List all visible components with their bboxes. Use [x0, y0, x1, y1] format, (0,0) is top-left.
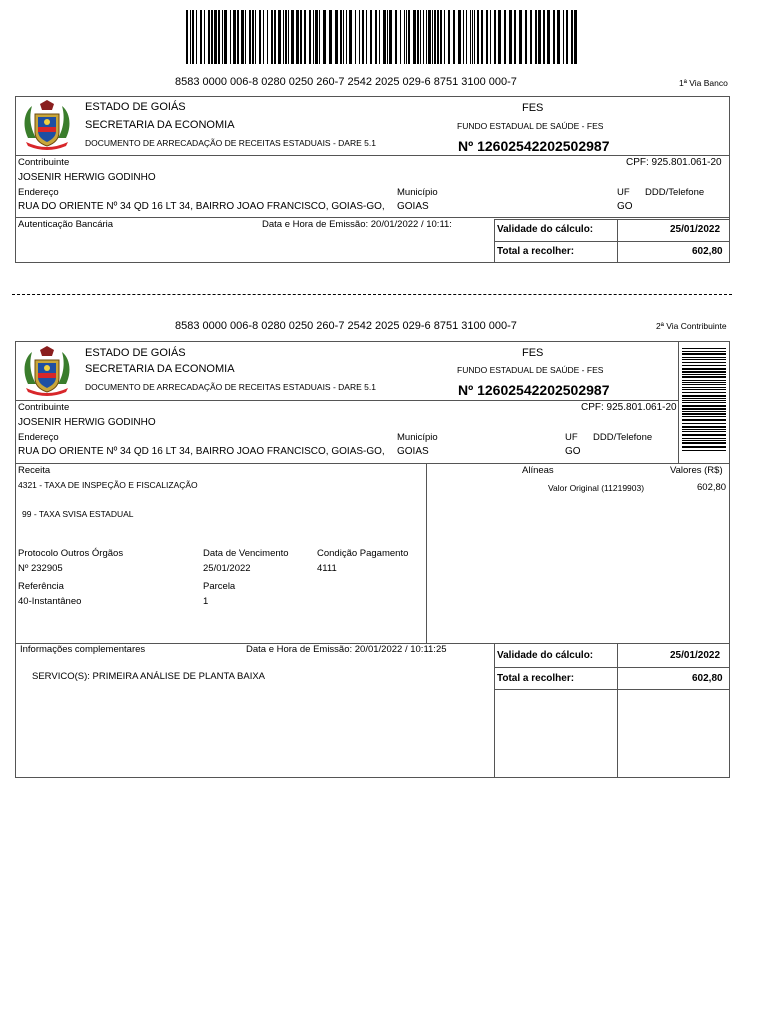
- barcode-bar: [682, 408, 726, 410]
- barcode-bar: [682, 405, 726, 407]
- barcode-bar: [366, 10, 367, 64]
- info-complementares-label: Informações complementares: [20, 644, 146, 655]
- fundo-sigla: FES: [522, 347, 544, 359]
- barcode-bar: [494, 10, 496, 64]
- barcode-bar: [682, 365, 726, 366]
- municipio-value: GOIAS: [397, 446, 429, 457]
- municipio-label: Município: [397, 432, 438, 443]
- dare-document-title: DOCUMENTO DE ARRECADAÇÃO DE RECEITAS ESTADUAIS - DARE 5.1: [85, 138, 376, 148]
- barcode-bar: [553, 10, 555, 64]
- barcode-bar: [218, 10, 220, 64]
- divider: [494, 643, 495, 778]
- contribuinte-label: Contribuinte: [18, 402, 70, 413]
- condicao-value: 4111: [317, 563, 337, 574]
- validade-value-via1: 25/01/2022: [670, 224, 721, 235]
- barcode-bar: [682, 426, 726, 428]
- barcode-bar: [466, 10, 467, 64]
- barcode-bar: [453, 10, 455, 64]
- barcode-bar: [682, 446, 726, 448]
- goias-coat-of-arms-icon: [20, 344, 74, 398]
- barcode-bar: [237, 10, 239, 64]
- barcode-bar: [514, 10, 516, 64]
- barcode-bar: [423, 10, 424, 64]
- total-label-via2: Total a recolher:: [497, 673, 575, 684]
- via-banco-label: 1ª Via Banco: [679, 78, 728, 88]
- barcode-bar: [682, 384, 726, 385]
- contribuinte-nome: JOSENIR HERWIG GODINHO: [18, 172, 156, 183]
- barcode-bar: [682, 389, 726, 390]
- barcode-bar: [538, 10, 541, 64]
- barcode-bar: [383, 10, 386, 64]
- validade-label-via1: Validade do cálculo:: [497, 224, 594, 235]
- barcode-bar: [682, 368, 726, 370]
- secretaria-title: SECRETARIA DA ECONOMIA: [85, 119, 235, 131]
- barcode-bar: [574, 10, 577, 64]
- validade-label-via2: Validade do cálculo:: [497, 650, 594, 661]
- barcode-bar: [682, 416, 726, 417]
- ddd-label: DDD/Telefone: [645, 187, 705, 198]
- barcode-bar: [389, 10, 392, 64]
- barcode-bar: [682, 438, 726, 439]
- estado-title: ESTADO DE GOIÁS: [85, 101, 186, 113]
- barcode-bar: [682, 402, 726, 403]
- barcode-bar: [682, 434, 726, 436]
- barcode-bar: [682, 353, 726, 355]
- vencimento-value: 25/01/2022: [203, 563, 251, 574]
- barcode-bar: [300, 10, 302, 64]
- municipio-label: Município: [397, 187, 438, 198]
- barcode-bar: [682, 395, 726, 397]
- barcode-bar: [241, 10, 244, 64]
- barcode-bar: [432, 10, 433, 64]
- barcode-bar: [519, 10, 522, 64]
- barcode-bar: [566, 10, 568, 64]
- divider: [494, 689, 730, 690]
- cpf-value: CPF: 925.801.061-20: [581, 402, 677, 413]
- barcode-bar: [463, 10, 464, 64]
- total-value-via2: 602,80: [692, 673, 723, 684]
- barcode-bar: [379, 10, 380, 64]
- barcode-bar: [404, 10, 405, 64]
- divider: [617, 643, 618, 778]
- fundo-sigla: FES: [522, 102, 544, 114]
- barcode-bar: [682, 431, 726, 432]
- uf-value: GO: [617, 201, 633, 212]
- barcode-bar: [252, 10, 254, 64]
- barcode-bar: [288, 10, 289, 64]
- barcode-bar: [343, 10, 344, 64]
- endereco-label: Endereço: [18, 432, 59, 443]
- barcode-bar: [274, 10, 276, 64]
- barcode-bar: [224, 10, 227, 64]
- barcode-bar: [682, 413, 726, 415]
- cpf-value: CPF: 925.801.061-20: [626, 157, 722, 168]
- uf-label: UF: [565, 432, 578, 443]
- barcode-bar: [448, 10, 450, 64]
- barcode-bar: [192, 10, 194, 64]
- barcode-bar: [259, 10, 261, 64]
- endereco-value: RUA DO ORIENTE Nº 34 QD 16 LT 34, BAIRRO JOAO FRANCISCO, GOIAS-GO,: [18, 201, 385, 212]
- barcode-bar: [682, 419, 726, 421]
- barcode-bar: [329, 10, 332, 64]
- barcode-bar: [543, 10, 545, 64]
- barcode-bar: [426, 10, 427, 64]
- barcode-bar: [222, 10, 223, 64]
- barcode-bar: [370, 10, 372, 64]
- uf-value: GO: [565, 446, 581, 457]
- barcode-bar: [682, 429, 726, 430]
- barcode-bar: [196, 10, 197, 64]
- barcode-bar: [486, 10, 488, 64]
- barcode-bar: [547, 10, 550, 64]
- dare-document-title: DOCUMENTO DE ARRECADAÇÃO DE RECEITAS ESTADUAIS - DARE 5.1: [85, 382, 376, 392]
- barcode-bar: [245, 10, 246, 64]
- barcode-bar: [682, 371, 726, 373]
- divider: [617, 219, 618, 263]
- barcode-bar: [563, 10, 564, 64]
- barcode-bar: [395, 10, 397, 64]
- barcode-bar: [420, 10, 421, 64]
- barcode-bar: [682, 357, 726, 358]
- barcode-bar: [413, 10, 416, 64]
- document-number: Nº 12602542202502987: [458, 382, 610, 398]
- referencia-value: 40-Instantâneo: [18, 596, 82, 607]
- barcode-bar: [309, 10, 311, 64]
- barcode-bar: [340, 10, 342, 64]
- barcode-bar: [440, 10, 442, 64]
- barcode-top: [186, 10, 582, 64]
- linha-digitavel-2: 8583 0000 006-8 0280 0250 260-7 2542 2025 029-6 8751 3100 000-7: [175, 320, 517, 332]
- barcode-bar: [490, 10, 491, 64]
- divider: [15, 400, 678, 401]
- via-contribuinte-label: 2ª Via Contribuinte: [656, 321, 727, 331]
- barcode-bar: [481, 10, 483, 64]
- barcode-bar: [458, 10, 461, 64]
- barcode-bar: [406, 10, 407, 64]
- barcode-bar: [434, 10, 436, 64]
- barcode-bar: [359, 10, 360, 64]
- barcode-bar: [186, 10, 188, 64]
- protocolo-label: Protocolo Outros Órgãos: [18, 548, 124, 559]
- total-label-via1: Total a recolher:: [497, 246, 575, 257]
- barcode-bar: [504, 10, 506, 64]
- condicao-label: Condição Pagamento: [317, 548, 409, 559]
- barcode-bar: [291, 10, 294, 64]
- fundo-nome: FUNDO ESTADUAL DE SAÚDE - FES: [457, 121, 604, 131]
- barcode-bar: [249, 10, 251, 64]
- barcode-bar: [682, 376, 726, 378]
- barcode-bar: [285, 10, 287, 64]
- barcode-bar: [315, 10, 318, 64]
- barcode-bar: [535, 10, 537, 64]
- barcode-bar: [230, 10, 231, 64]
- valor-original-label: Valor Original (11219903): [548, 483, 645, 493]
- barcode-bar: [682, 374, 726, 375]
- barcode-bar: [417, 10, 419, 64]
- barcode-bar: [571, 10, 573, 64]
- divider: [494, 241, 730, 242]
- receita-label: Receita: [18, 465, 51, 476]
- protocolo-value: Nº 232905: [18, 563, 63, 574]
- barcode-bar: [211, 10, 213, 64]
- barcode-bar: [470, 10, 471, 64]
- barcode-bar: [408, 10, 410, 64]
- barcode-bar: [323, 10, 326, 64]
- document-number: Nº 12602542202502987: [458, 138, 610, 154]
- goias-coat-of-arms-icon: [20, 98, 74, 152]
- barcode-bar: [296, 10, 299, 64]
- cut-line: [12, 294, 732, 295]
- barcode-bar: [313, 10, 314, 64]
- barcode-bar: [346, 10, 347, 64]
- barcode-bar: [319, 10, 320, 64]
- barcode-bar: [200, 10, 202, 64]
- barcode-bar: [682, 423, 726, 424]
- barcode-bar: [530, 10, 532, 64]
- referencia-label: Referência: [18, 581, 64, 592]
- barcode-bar: [682, 351, 726, 352]
- barcode-bar: [190, 10, 191, 64]
- barcode-bar: [208, 10, 210, 64]
- barcode-bar: [682, 387, 726, 388]
- barcode-bar: [437, 10, 439, 64]
- barcode-bar: [387, 10, 388, 64]
- barcode-bar: [682, 392, 726, 393]
- barcode-bar: [428, 10, 431, 64]
- secretaria-title: SECRETARIA DA ECONOMIA: [85, 363, 235, 375]
- barcode-bar: [335, 10, 338, 64]
- divider: [426, 463, 427, 643]
- barcode-bar: [267, 10, 268, 64]
- barcode-bar: [682, 400, 726, 401]
- valores-label: Valores (R$): [670, 465, 723, 476]
- emissao-via2: Data e Hora de Emissão: 20/01/2022 / 10:11:25: [246, 644, 447, 655]
- barcode-bar: [682, 348, 726, 349]
- emissao-via1: Data e Hora de Emissão: 20/01/2022 / 10:11:: [262, 219, 452, 230]
- barcode-bar: [283, 10, 284, 64]
- barcode-bar: [204, 10, 205, 64]
- vencimento-label: Data de Vencimento: [203, 548, 289, 559]
- barcode-bar: [682, 362, 726, 363]
- barcode-bar: [255, 10, 256, 64]
- servico-value: SERVICO(S): PRIMEIRA ANÁLISE DE PLANTA BAIXA: [32, 671, 266, 682]
- taxa-value: 99 - TAXA SVISA ESTADUAL: [22, 509, 134, 519]
- contribuinte-nome: JOSENIR HERWIG GODINHO: [18, 417, 156, 428]
- barcode-bar: [375, 10, 377, 64]
- parcela-value: 1: [203, 596, 209, 607]
- valor-original-value: 602,80: [697, 482, 727, 493]
- total-value-via1: 602,80: [692, 246, 723, 257]
- barcode-bar: [682, 450, 726, 451]
- estado-title: ESTADO DE GOIÁS: [85, 347, 186, 359]
- fundo-nome: FUNDO ESTADUAL DE SAÚDE - FES: [457, 365, 604, 375]
- barcode-bar: [682, 359, 726, 360]
- municipio-value: GOIAS: [397, 201, 429, 212]
- barcode-bar: [682, 440, 726, 441]
- barcode-bar: [278, 10, 281, 64]
- barcode-bar: [682, 398, 726, 399]
- barcode-bar: [355, 10, 356, 64]
- barcode-bar: [400, 10, 401, 64]
- parcela-label: Parcela: [203, 581, 236, 592]
- barcode-bar: [362, 10, 364, 64]
- barcode-bar: [233, 10, 236, 64]
- validade-value-via2: 25/01/2022: [670, 650, 721, 661]
- barcode-bar: [525, 10, 527, 64]
- divider: [15, 155, 730, 156]
- barcode-side: [682, 348, 726, 456]
- barcode-bar: [682, 380, 726, 381]
- barcode-bar: [682, 442, 726, 444]
- barcode-bar: [304, 10, 306, 64]
- barcode-bar: [682, 382, 726, 383]
- barcode-bar: [474, 10, 475, 64]
- barcode-bar: [477, 10, 479, 64]
- barcode-bar: [444, 10, 445, 64]
- contribuinte-label: Contribuinte: [18, 157, 70, 168]
- barcode-bar: [498, 10, 501, 64]
- linha-digitavel-1: 8583 0000 006-8 0280 0250 260-7 2542 2025 029-6 8751 3100 000-7: [175, 76, 517, 88]
- endereco-value: RUA DO ORIENTE Nº 34 QD 16 LT 34, BAIRRO JOAO FRANCISCO, GOIAS-GO,: [18, 446, 385, 457]
- autenticacao-label: Autenticação Bancária: [18, 219, 114, 230]
- divider: [15, 463, 730, 464]
- alineas-label: Alíneas: [522, 465, 554, 476]
- divider: [678, 341, 679, 464]
- ddd-label: DDD/Telefone: [593, 432, 653, 443]
- endereco-label: Endereço: [18, 187, 59, 198]
- barcode-bar: [509, 10, 512, 64]
- barcode-bar: [557, 10, 560, 64]
- barcode-bar: [271, 10, 273, 64]
- barcode-bar: [263, 10, 264, 64]
- uf-label: UF: [617, 187, 630, 198]
- receita-value: 4321 - TAXA DE INSPEÇÃO E FISCALIZAÇÃO: [18, 480, 198, 490]
- divider: [494, 667, 730, 668]
- divider: [15, 217, 730, 218]
- barcode-bar: [682, 411, 726, 412]
- barcode-bar: [349, 10, 352, 64]
- barcode-bar: [214, 10, 217, 64]
- barcode-bar: [472, 10, 473, 64]
